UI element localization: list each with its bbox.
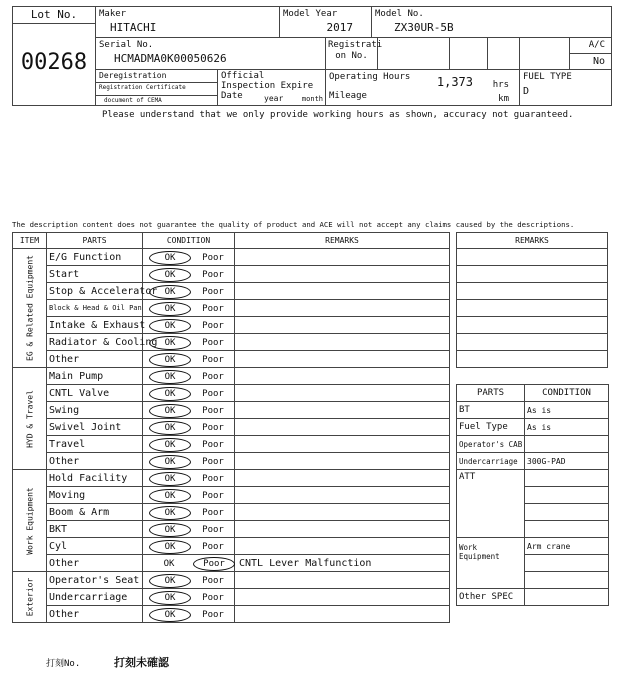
fuel-cell (520, 70, 612, 106)
condition-cell (143, 368, 235, 385)
month-label: month (301, 95, 323, 103)
remark-cell (235, 249, 450, 266)
registration-cell (326, 38, 383, 70)
item-group-cell (13, 470, 47, 572)
inspection-row (13, 249, 450, 266)
part-name: Operator's Seat (47, 572, 143, 589)
item-group-cell (13, 368, 47, 470)
poor-option[interactable]: Poor (202, 542, 224, 552)
model-no-value: ZX30UR-5B (394, 21, 454, 34)
condition-cell (143, 589, 235, 606)
part-name: Stop & Accelerator (47, 283, 143, 300)
ok-option[interactable]: OK (149, 336, 191, 350)
part-name: Undercarriage (47, 589, 143, 606)
inspection-row (13, 368, 450, 385)
part-name: Hold Facility (47, 470, 143, 487)
model-no-label: Model No. (375, 9, 424, 19)
right-part-value: As is (525, 419, 609, 436)
poor-option[interactable]: Poor (202, 457, 224, 467)
part-name: Swivel Joint (47, 419, 143, 436)
ok-option[interactable]: OK (149, 489, 191, 503)
inspection-row (13, 572, 450, 589)
poor-option[interactable]: Poor (202, 304, 224, 314)
remark-cell (235, 351, 450, 368)
fuel-type-value: D (523, 86, 530, 97)
remark-cell (235, 572, 450, 589)
ok-option[interactable]: OK (149, 472, 191, 486)
remark-cell (235, 385, 450, 402)
poor-option[interactable]: Poor (202, 253, 224, 263)
col-parts-header: PARTS (47, 233, 143, 249)
remark-cell (235, 521, 450, 538)
condition-cell (143, 283, 235, 300)
part-name: Other (47, 453, 143, 470)
poor-option[interactable]: Poor (202, 355, 224, 365)
condition-cell (143, 351, 235, 368)
stamp-value: 打刻未確認 (114, 656, 169, 669)
maker-label: Maker (99, 9, 127, 19)
col-item-header: ITEM (13, 233, 47, 249)
year-label: year (264, 94, 284, 103)
part-name: Intake & Exhaust (47, 317, 143, 334)
right-part-name: Work Equipment (457, 538, 525, 589)
header-block (12, 6, 612, 106)
part-name: Main Pump (47, 368, 143, 385)
right-part-value (525, 436, 609, 453)
reg-box-2 (450, 38, 488, 70)
inspection-row (13, 589, 450, 606)
inspection-row (13, 555, 450, 572)
part-name: Other (47, 606, 143, 623)
right-remarks-row (457, 249, 608, 266)
ok-option[interactable]: OK (163, 559, 175, 569)
ok-option[interactable]: OK (149, 540, 191, 554)
item-group-label: Exterior (25, 577, 34, 617)
inspection-row (13, 266, 450, 283)
poor-option[interactable]: Poor (202, 525, 224, 535)
right-remarks-row (457, 266, 608, 283)
inspection-row (13, 436, 450, 453)
right-part-value-extra (525, 572, 609, 589)
poor-option[interactable]: Poor (202, 508, 224, 518)
col-condition-header: CONDITION (143, 233, 235, 249)
notice-text: Please understand that we only provide working hours as shown, accuracy not guaranteed. (102, 110, 574, 120)
condition-cell (143, 538, 235, 555)
condition-cell (143, 385, 235, 402)
ok-option[interactable]: OK (149, 574, 191, 588)
poor-option[interactable]: Poor (202, 576, 224, 586)
col-remarks-header: REMARKS (235, 233, 450, 249)
ac-value: No (592, 56, 605, 67)
condition-cell (143, 487, 235, 504)
reg-box-1 (378, 38, 450, 70)
dereg-cell (96, 70, 218, 106)
inspection-row (13, 504, 450, 521)
ok-option[interactable]: OK (149, 438, 191, 452)
part-name: E/G Function (47, 249, 143, 266)
right-part-value: 300G-PAD (525, 453, 609, 470)
right-col-condition: CONDITION (525, 385, 609, 402)
ok-option[interactable]: OK (149, 455, 191, 469)
condition-cell (143, 470, 235, 487)
right-remarks-row (457, 334, 608, 351)
right-part-name: Other SPEC (457, 589, 525, 606)
remark-cell (235, 470, 450, 487)
right-remarks-row (457, 351, 608, 368)
right-part-value-extra (525, 504, 609, 521)
hours-cell (326, 70, 520, 106)
poor-option[interactable]: Poor (202, 474, 224, 484)
remark-cell (235, 402, 450, 419)
right-part-name: BT (457, 402, 525, 419)
poor-option[interactable]: Poor (202, 287, 224, 297)
ok-option[interactable]: OK (149, 302, 191, 316)
remark-cell (235, 504, 450, 521)
item-group-label: EG & Related Equipment (25, 255, 34, 361)
right-remarks-header: REMARKS (457, 233, 608, 249)
model-year-cell (280, 6, 372, 38)
reg-box-4 (520, 38, 570, 70)
poor-option[interactable]: Poor (202, 389, 224, 399)
ok-option[interactable]: OK (149, 268, 191, 282)
remark-cell (235, 317, 450, 334)
remark-cell (235, 334, 450, 351)
right-part-value (525, 470, 609, 487)
right-part-value (525, 589, 609, 606)
poor-option[interactable]: Poor (202, 270, 224, 280)
maker-cell (96, 6, 280, 38)
registration-label: Registrati on No. (328, 40, 383, 61)
right-col-parts: PARTS (457, 385, 525, 402)
condition-cell (143, 436, 235, 453)
ok-option[interactable]: OK (149, 421, 191, 435)
mileage-label: Mileage (329, 91, 367, 101)
right-part-value-extra (525, 555, 609, 572)
ok-option[interactable]: OK (149, 251, 191, 265)
remark-cell (235, 487, 450, 504)
right-part-value: As is (525, 402, 609, 419)
part-name: Cyl (47, 538, 143, 555)
remark-cell (235, 300, 450, 317)
item-group-label: HYD & Travel (25, 389, 34, 448)
lot-box (12, 6, 96, 106)
remark-cell: CNTL Lever Malfunction (235, 555, 450, 572)
op-hours-value: 1,373 (436, 75, 473, 89)
poor-option[interactable]: Poor (202, 372, 224, 382)
item-group-label: Work Equipment (25, 486, 34, 555)
inspection-table (12, 232, 449, 623)
inspection-row (13, 453, 450, 470)
condition-cell (143, 572, 235, 589)
inspection-row (13, 606, 450, 623)
remark-cell (235, 266, 450, 283)
part-name: CNTL Valve (47, 385, 143, 402)
part-name: Radiator & Cooling (47, 334, 143, 351)
condition-cell (143, 606, 235, 623)
inspection-row (13, 538, 450, 555)
part-name: BKT (47, 521, 143, 538)
condition-cell (143, 555, 235, 572)
right-remarks-row (457, 283, 608, 300)
remark-cell (235, 368, 450, 385)
poor-option[interactable]: Poor (202, 321, 224, 331)
poor-option[interactable]: Poor (202, 423, 224, 433)
right-part-name: Operator's CAB (457, 436, 525, 453)
op-hours-label: Operating Hours (329, 72, 411, 82)
part-name: Moving (47, 487, 143, 504)
item-group-cell (13, 572, 47, 623)
ok-option[interactable]: OK (149, 506, 191, 520)
poor-option[interactable]: Poor (202, 338, 224, 348)
condition-cell (143, 453, 235, 470)
ac-label: A/C (570, 38, 611, 54)
serial-label: Serial No. (99, 40, 154, 50)
remark-cell (235, 436, 450, 453)
ok-option[interactable]: OK (149, 285, 191, 299)
lot-value: 00268 (20, 50, 88, 75)
ok-option[interactable]: OK (149, 591, 191, 605)
remark-cell (235, 606, 450, 623)
condition-cell (143, 266, 235, 283)
dereg-label: Deregistration (96, 70, 217, 83)
condition-cell (143, 419, 235, 436)
part-name: Boom & Arm (47, 504, 143, 521)
poor-option[interactable]: Poor (202, 406, 224, 416)
inspection-row (13, 300, 450, 317)
stamp-label: 打刻No. (46, 659, 81, 669)
ok-option[interactable]: OK (149, 404, 191, 418)
right-part-value-extra (525, 487, 609, 504)
remark-cell (235, 283, 450, 300)
km-label: km (498, 94, 509, 104)
remark-cell (235, 538, 450, 555)
inspection-row (13, 470, 450, 487)
condition-cell (143, 249, 235, 266)
right-parts-table (456, 384, 608, 606)
part-name: Other (47, 351, 143, 368)
inspection-row (13, 334, 450, 351)
item-group-cell (13, 249, 47, 368)
inspection-cell (218, 70, 326, 106)
ok-option[interactable]: OK (149, 353, 191, 367)
model-year-label: Model Year (283, 9, 338, 19)
condition-cell (143, 317, 235, 334)
poor-option[interactable]: Poor (202, 491, 224, 501)
poor-option[interactable]: Poor (202, 593, 224, 603)
fuel-type-label: FUEL TYPE (523, 72, 572, 82)
ok-option[interactable]: OK (149, 523, 191, 537)
reg-box-3 (488, 38, 520, 70)
right-part-name: ATT (457, 470, 525, 538)
part-name: Start (47, 266, 143, 283)
ok-option[interactable]: OK (149, 387, 191, 401)
right-part-name: Undercarriage (457, 453, 525, 470)
part-name: Swing (47, 402, 143, 419)
remark-cell (235, 589, 450, 606)
inspection-row (13, 487, 450, 504)
ok-option[interactable]: OK (149, 319, 191, 333)
inspection-row (13, 351, 450, 368)
condition-cell (143, 334, 235, 351)
part-name: Other (47, 555, 143, 572)
hrs-label: hrs (492, 80, 509, 90)
inspection-row (13, 402, 450, 419)
maker-value: HITACHI (110, 21, 157, 34)
ok-option[interactable]: OK (149, 370, 191, 384)
remark-cell (235, 453, 450, 470)
condition-cell (143, 521, 235, 538)
part-name: Travel (47, 436, 143, 453)
reg-cert-label: Registration Certificate (96, 83, 217, 96)
poor-option[interactable]: Poor (193, 557, 235, 571)
right-part-value: Arm crane (525, 538, 609, 555)
inspection-label: Official Inspection Expire Date (221, 71, 314, 101)
inspection-row (13, 385, 450, 402)
poor-option[interactable]: Poor (202, 440, 224, 450)
inspection-row (13, 317, 450, 334)
condition-cell (143, 402, 235, 419)
cema-label: document of CEMA (104, 97, 162, 104)
inspection-row (13, 419, 450, 436)
part-name: Block & Head & Oil Pan (47, 300, 143, 317)
condition-cell (143, 300, 235, 317)
condition-cell (143, 504, 235, 521)
remark-cell (235, 419, 450, 436)
right-part-name: Fuel Type (457, 419, 525, 436)
disclaimer-text: The description content does not guarantee the quality of product and ACE will not accept any claims caused by the descriptions. (12, 220, 575, 229)
right-remarks-row (457, 300, 608, 317)
poor-option[interactable]: Poor (202, 610, 224, 620)
right-part-value-extra (525, 521, 609, 538)
right-remarks-table (456, 232, 608, 368)
inspection-row (13, 283, 450, 300)
lot-label: Lot No. (13, 7, 95, 24)
ac-cell (570, 38, 612, 70)
model-year-value: 2017 (326, 21, 353, 34)
serial-cell (96, 38, 326, 70)
inspection-row (13, 521, 450, 538)
right-remarks-row (457, 317, 608, 334)
model-no-cell (372, 6, 612, 38)
serial-value: HCMADMA0K00050626 (114, 52, 227, 65)
ok-option[interactable]: OK (149, 608, 191, 622)
